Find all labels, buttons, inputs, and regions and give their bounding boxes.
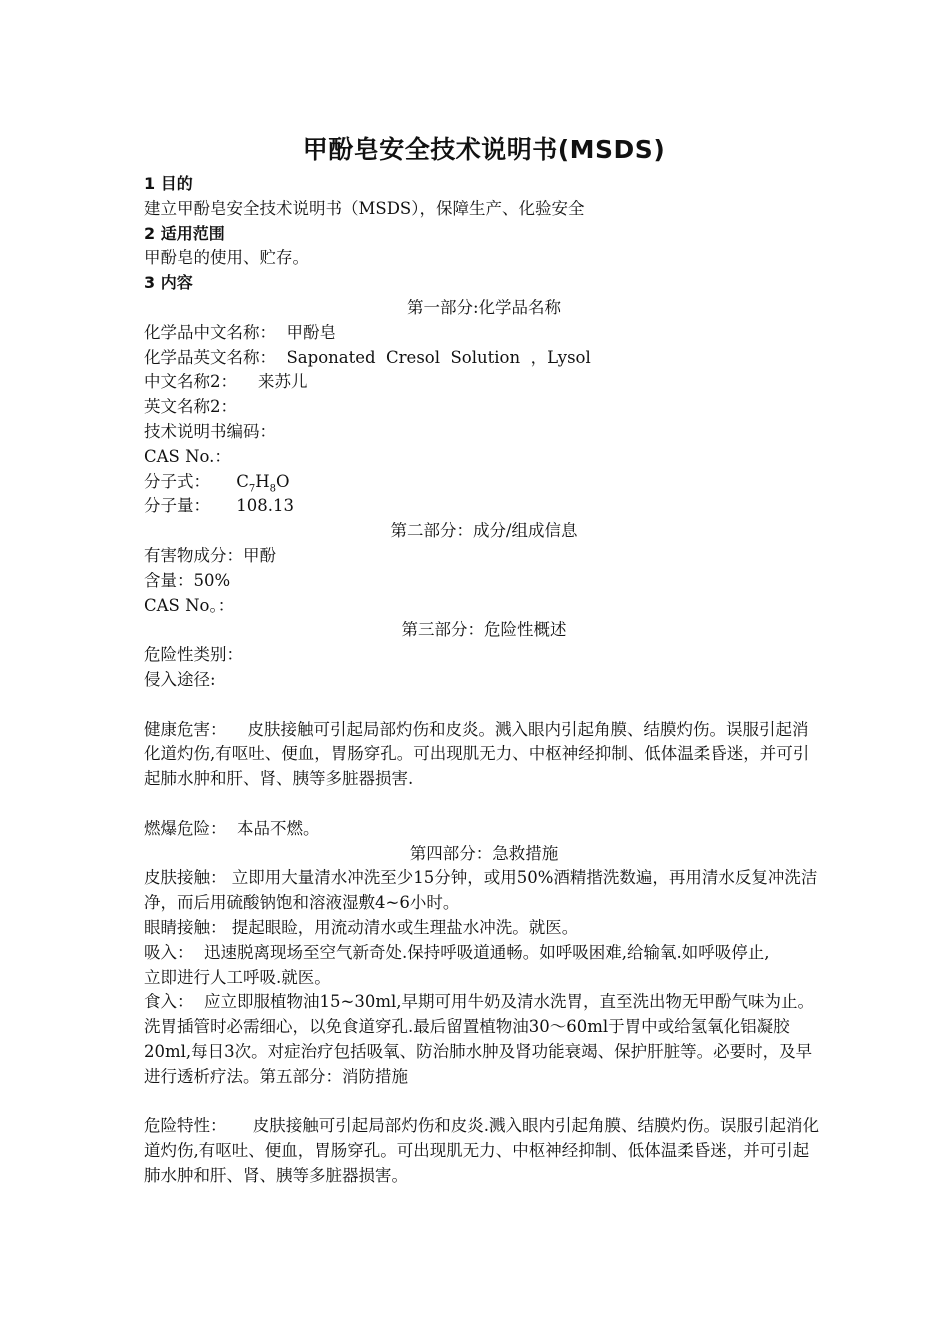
spacer (144, 792, 824, 817)
section-text-purpose: 建立甲酚皂安全技术说明书（MSDS），保障生产、化验安全 (144, 198, 585, 218)
health-hazard: 健康危害： 皮肤接触可引起局部灼伤和皮炎。溅入眼内引起角膜、结膜灼伤。误服引起消化道灼伤,有呕吐、便血，胃肠穿孔。可出现肌无力、中枢神经抑制、低体温柔昏迷，并可引起肺水肿和肝、肾、胰等多脏器损害. (144, 719, 810, 789)
en-name-label: 化学品英文名称： (144, 347, 276, 367)
document-page (144, 130, 824, 1189)
cn-name2-value: 来苏儿 (257, 372, 308, 392)
part4-heading: 第四部分：急救措施 (409, 843, 559, 863)
spacer (144, 1089, 824, 1114)
hazard-property: 危险特性： 皮肤接触可引起局部灼伤和皮炎.溅入眼内引起角膜、结膜灼伤。误服引起消化道灼伤,有呕吐、便血，胃肠穿孔。可出现肌无力、中枢神经抑制、低体温柔昏迷，并可引起肺水肿和肝、肾、胰等多脏器损害。 (144, 1116, 819, 1185)
formula-row (144, 470, 824, 495)
eye-contact: 眼睛接触： 提起眼睑，用流动清水或生理盐水冲洗。就医。 (144, 917, 579, 937)
cas-row: CAS No.： (144, 446, 231, 466)
mw-row (144, 494, 824, 519)
section-heading-scope: 2 适用范围 (144, 223, 225, 243)
section-text-scope: 甲酚皂的使用、贮存。 (144, 248, 309, 268)
inhalation: 吸入： 迅速脱离现场至空气新奇处.保持呼吸道通畅。如呼吸困难,给输氧.如呼吸停止, (144, 942, 770, 962)
cn-name2-label: 中文名称2： (144, 372, 237, 392)
section-heading-purpose: 1 目的 (144, 174, 193, 193)
inhalation-cont: 立即进行人工呼吸.就医。 (144, 967, 331, 987)
mw-value: 108.13 (236, 496, 294, 516)
part3-heading: 第三部分：危险性概述 (401, 620, 567, 640)
entry-route: 侵入途径: (144, 669, 216, 689)
part2-heading: 第二部分：成分/组成信息 (390, 521, 578, 541)
cn-name-label: 化学品中文名称： (144, 322, 276, 342)
mw-label: 分子量： (144, 496, 210, 516)
part2-cas: CAS No。： (144, 595, 235, 615)
formula-label: 分子式： (144, 471, 210, 491)
hazard-category: 危险性类别： (144, 645, 243, 665)
cn-name-value: 甲酚皂 (286, 322, 336, 342)
code-row: 技术说明书编码： (144, 421, 276, 441)
section-heading-content: 3 内容 (144, 273, 193, 293)
part1-heading: 第一部分:化学品名称 (406, 297, 562, 317)
document-title: 甲酚皂安全技术说明书(MSDS) (302, 135, 666, 164)
spacer (144, 693, 824, 718)
cn-name-row (144, 321, 824, 346)
ingestion: 食入： 应立即服植物油15~30ml,早期可用牛奶及清水洗胃，直至洗出物无甲酚气味为止。洗胃插管时必需细心，以免食道穿孔.最后留置植物油30～60ml于胃中或给氢氧化铝凝胶20ml,每日3次。对症治疗包括吸氧、防治肺水肿及肾功能衰竭、保护肝脏等。必要时，及早进行透析疗法。第五部分：消防措施 (144, 992, 814, 1086)
en-name-row (144, 346, 824, 371)
fire-hazard: 燃爆危险： 本品不燃。 (144, 818, 320, 838)
cn-name2-row (144, 370, 824, 395)
hazard-component: 有害物成分：甲酚 (144, 545, 276, 565)
content-percent: 含量：50% (144, 570, 231, 590)
en-name-value: Saponated Cresol Solution ，Lysol (286, 347, 591, 367)
skin-contact: 皮肤接触： 立即用大量清水冲洗至少15分钟，或用50%酒精揩洗数遍，再用清水反复冲洗洁净，而后用硫酸钠饱和溶液湿敷4~6小时。 (144, 868, 818, 913)
formula-value: $C_7H_8O$ (236, 471, 290, 494)
en-name2-row: 英文名称2： (144, 397, 237, 417)
